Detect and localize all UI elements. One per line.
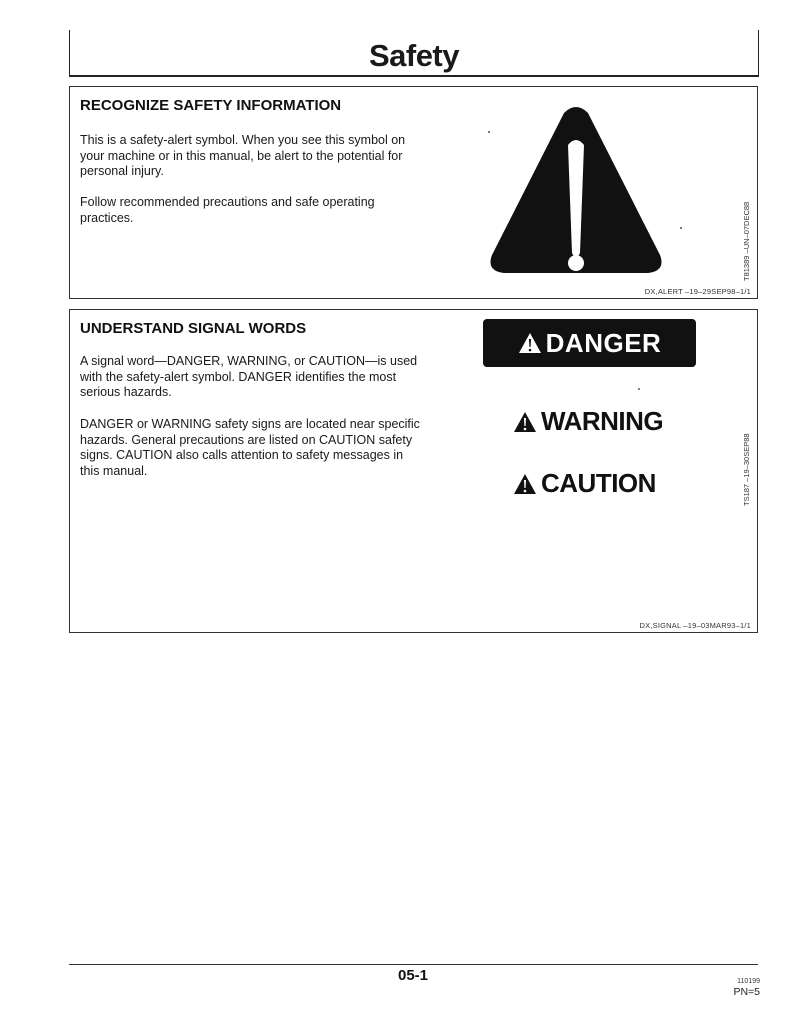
warning-triangle-icon [513,473,537,495]
section-understand-signal-words [69,309,758,633]
scan-speck [638,388,640,390]
paragraph: This is a safety-alert symbol. When you see this symbol on your machine or in this manual, be alert to the potential for personal injury. [80,133,406,178]
paragraph: DANGER or WARNING safety signs are located near specific hazards. General precautions are listed on CAUTION safety signs. CAUTION also calls attention to safety messages in this manual. [80,417,420,478]
reference-code: DX,ALERT –19–29SEP98–1/1 [644,287,751,296]
caution-sign [513,468,656,499]
section-heading: UNDERSTAND SIGNAL WORDS [80,320,307,337]
paragraph: Follow recommended precautions and safe operating practices. [80,195,375,225]
warning-label: WARNING [541,406,664,436]
figure-code: TS187 –19–30SEP88 [742,433,751,506]
reference-code: DX,SIGNAL –19–03MAR93–1/1 [639,621,751,630]
header-rule-right [758,30,759,76]
caution-label: CAUTION [541,468,656,498]
warning-triangle-icon [513,411,537,433]
danger-label: DANGER [545,327,662,358]
page-title: Safety [368,38,459,73]
section-heading: RECOGNIZE SAFETY INFORMATION [80,97,342,114]
header-rule [69,75,759,77]
safety-alert-triangle-icon [488,105,664,279]
warning-triangle-icon [518,332,542,354]
scan-speck [680,227,682,229]
figure-code: T81389 –UN–07DEC88 [742,201,751,281]
page-number: 05-1 [398,967,429,984]
footer-rule [69,964,758,965]
section-recognize-safety-information [69,86,758,299]
footer-pn: PN=5 [733,986,760,998]
danger-sign [483,319,696,367]
warning-sign [513,406,663,437]
paragraph: A signal word—DANGER, WARNING, or CAUTION—is used with the safety-alert symbol. DANGER identifies the most serious hazards. [80,354,418,399]
header-rule-left [69,30,70,76]
scan-speck [488,131,490,133]
footer-code: 110199 [737,978,760,985]
